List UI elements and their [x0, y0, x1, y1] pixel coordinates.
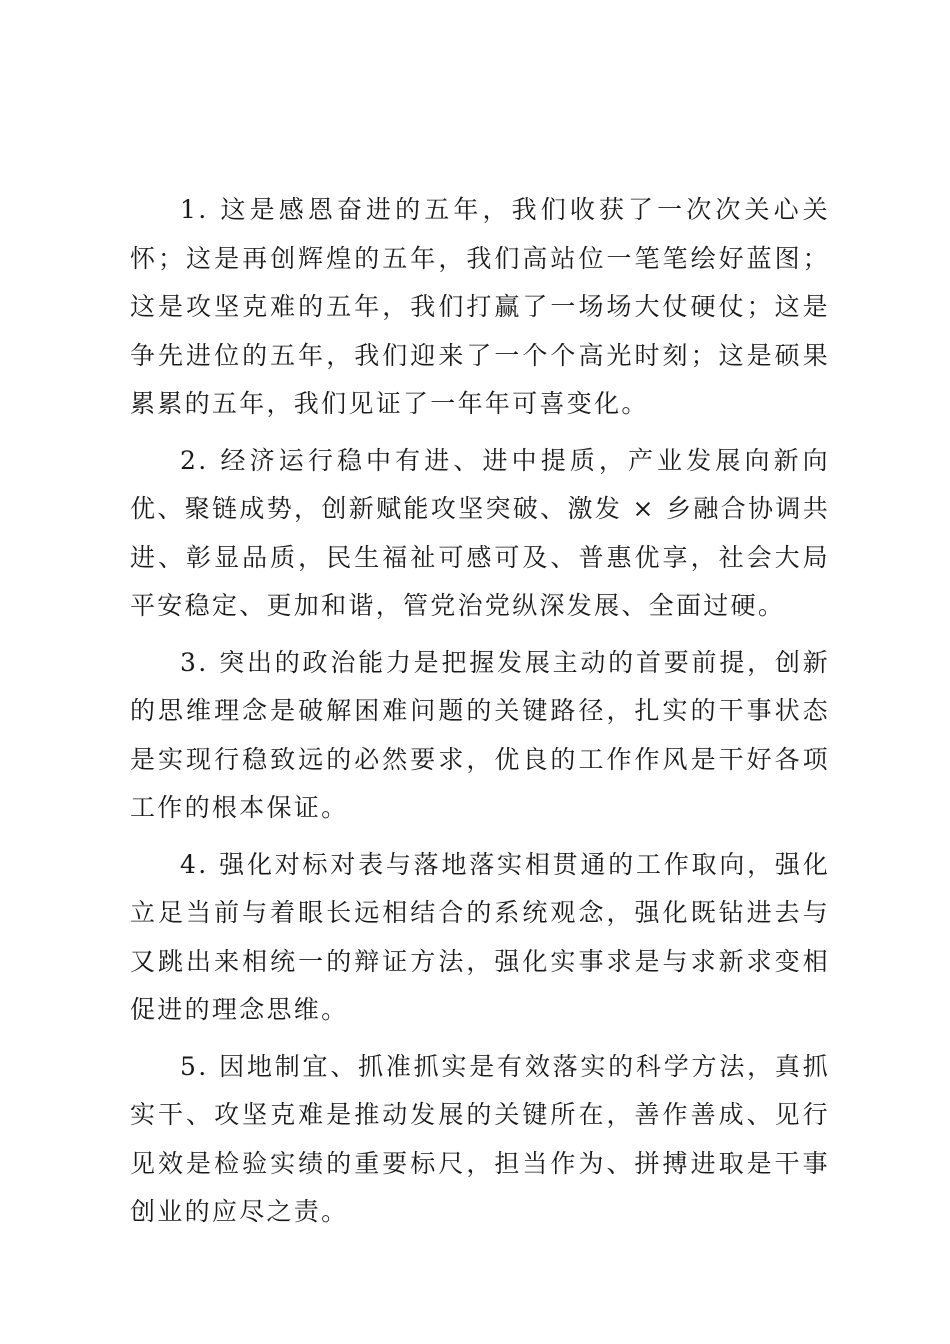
paragraph-4: 4. 强化对标对表与落地落实相贯通的工作取向，强化立足当前与着眼长远相结合的系统观念，强化既钻进去与又跳出来相统一的辩证方法，强化实事求是与求新求变相促进的理念思维。 — [130, 849, 830, 1024]
paragraph-5: 5. 因地制宜、抓准抓实是有效落实的科学方法，真抓实干、攻坚克难是推动发展的关键所在，善作善成、见行见效是检验实绩的重要标尺，担当作为、拼搏进取是干事创业的应尽之责。 — [130, 1051, 830, 1226]
document-body — [130, 186, 830, 1245]
paragraph-2: 2. 经济运行稳中有进、进中提质，产业发展向新向优、聚链成势，创新赋能攻坚突破、激发 × 乡融合协调共进、彰显品质，民生福祉可感可及、普惠优享，社会大局平安稳定、更加和谐，管党治党纵深发展、全面过硬。 — [130, 445, 830, 620]
paragraph-1: 1. 这是感恩奋进的五年，我们收获了一次次关心关怀；这是再创辉煌的五年，我们高站位一笔笔绘好蓝图；这是攻坚克难的五年，我们打赢了一场场大仗硬仗；这是争先进位的五年，我们迎来了一个个高光时刻；这是硕果累累的五年，我们见证了一年年可喜变化。 — [130, 195, 830, 418]
paragraph-3: 3. 突出的政治能力是把握发展主动的首要前提，创新的思维理念是破解困难问题的关键路径，扎实的干事状态是实现行稳致远的必然要求，优良的工作作风是干好各项工作的根本保证。 — [130, 647, 830, 822]
